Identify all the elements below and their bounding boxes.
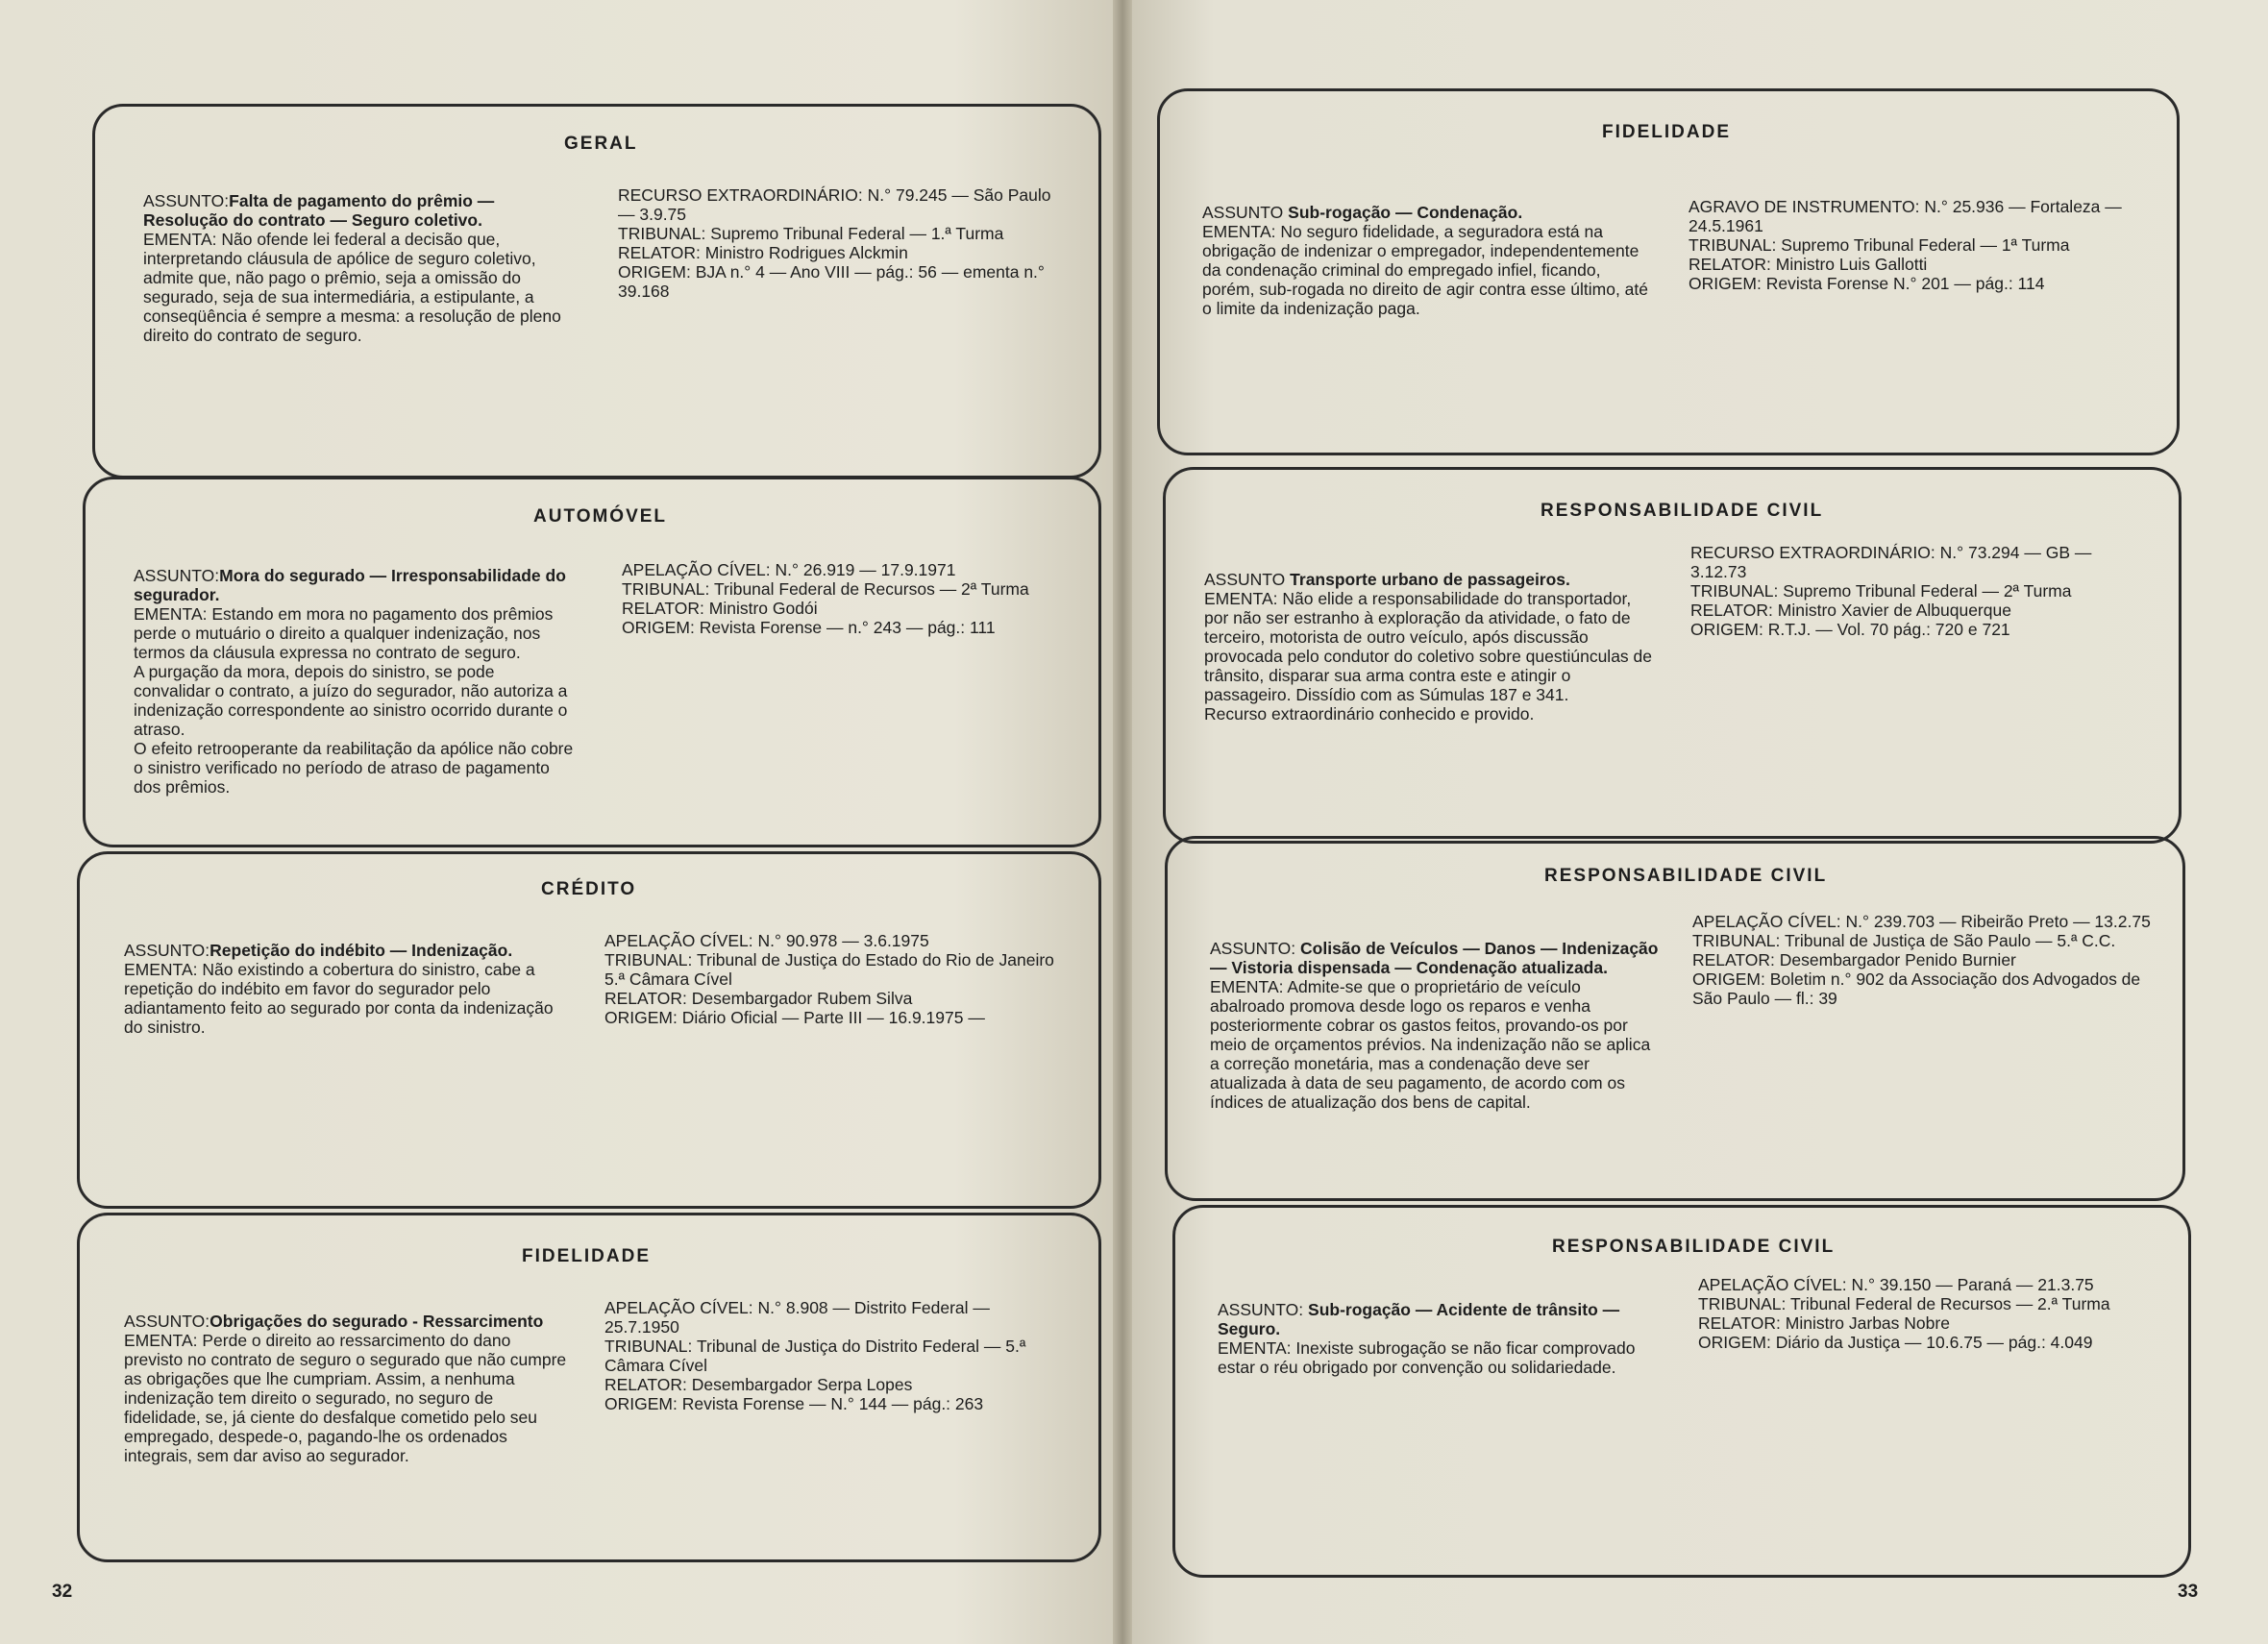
section-box-fidelidade bbox=[77, 1213, 1101, 1562]
referencia-column: RECURSO EXTRAORDINÁRIO: N.° 73.294 — GB — 3.12.73 TRIBUNAL: Supremo Tribunal Federal — 2ª Turma RELATOR: Ministro Xavier de Albuquerque ORIGEM: R.T.J. — Vol. 70 pág.: 720 e 721 bbox=[1690, 543, 2092, 639]
section-box-responsabilidade-civil bbox=[1172, 1205, 2191, 1578]
ementa-text: EMENTA: Estando em mora no pagamento dos prêmios perde o mutuário o direito a qualquer indenização, nos termos da cláusula expressa no contrato de seguro. A purgação da mora, depois do sinistro, se pode convalidar o contrato, a juízo do segurador, não autoriza a indenização correspondente ao sinistro ocorrido durante o atraso. O efeito retrooperante da reabilitação da apólice não cobre o sinistro verificado no período de atraso de pagamento dos prêmios. bbox=[134, 604, 574, 797]
section-title: FIDELIDADE bbox=[522, 1246, 651, 1266]
assunto-text: Falta de pagamento do prêmio — Resolução do contrato — Seguro coletivo. bbox=[143, 191, 495, 230]
section-title: RESPONSABILIDADE CIVIL bbox=[1552, 1237, 1836, 1257]
section-box-geral bbox=[92, 104, 1101, 478]
assunto-column bbox=[1202, 184, 1650, 337]
assunto-column bbox=[143, 172, 576, 364]
section-box-automovel bbox=[83, 477, 1101, 847]
referencia-column: APELAÇÃO CÍVEL: N.° 8.908 — Distrito Federal — 25.7.1950 TRIBUNAL: Tribunal de Justiça do Distrito Federal — 5.ª Câmara Cível RELATOR: Desembargador Serpa Lopes ORIGEM: Revista Forense — N.° 144 — pág.: 263 bbox=[604, 1298, 1026, 1413]
section-title: RESPONSABILIDADE CIVIL bbox=[1544, 866, 1828, 886]
assunto-text: Transporte urbano de passageiros. bbox=[1290, 570, 1570, 589]
ementa-text: EMENTA: Não existindo a cobertura do sinistro, cabe a repetição do indébito em favor do segurador pelo adiantamento feito ao segurado por conta da indenização do sinistro. bbox=[124, 960, 554, 1037]
ementa-text: EMENTA: No seguro fidelidade, a seguradora está na obrigação de indenizar o empregador, independentemente da condenação criminal do empregado infiel, ficando, porém, sub-rogada no direito de agir contra esse último, até o limite da indenização paga. bbox=[1202, 222, 1649, 318]
section-title: AUTOMÓVEL bbox=[533, 506, 668, 527]
assunto-column bbox=[1210, 920, 1660, 1131]
assunto-column bbox=[124, 921, 568, 1056]
referencia-column: APELAÇÃO CÍVEL: N.° 39.150 — Paraná — 21.3.75 TRIBUNAL: Tribunal Federal de Recursos — 2.ª Turma RELATOR: Ministro Jarbas Nobre ORIGEM: Diário da Justiça — 10.6.75 — pág.: 4.049 bbox=[1698, 1275, 2110, 1352]
assunto-column bbox=[1218, 1281, 1669, 1396]
referencia-column: AGRAVO DE INSTRUMENTO: N.° 25.936 — Fortaleza — 24.5.1961 TRIBUNAL: Supremo Tribunal Federal — 1ª Turma RELATOR: Ministro Luis Gallotti ORIGEM: Revista Forense N.° 201 — pág.: 114 bbox=[1689, 197, 2122, 293]
ementa-text: EMENTA: Inexiste subrogação se não ficar comprovado estar o réu obrigado por convenção ou solidariedade. bbox=[1218, 1338, 1636, 1377]
assunto-text: Repetição do indébito — Indenização. bbox=[210, 941, 513, 960]
book-gutter bbox=[1113, 0, 1132, 1644]
assunto-label: ASSUNTO bbox=[1202, 203, 1284, 222]
ementa-text: EMENTA: Não elide a responsabilidade do transportador, por não ser estranho à exploração da atividade, o fato de terceiro, motorista de outro veículo, após discussão provocada pelo condutor do coletivo sobre questiúnculas de trânsito, disparar sua arma contra este e atingir o passageiro. Dissídio com as Súmulas 187 e 341. Recurso extraordinário conhecido e provido. bbox=[1204, 589, 1653, 724]
page-number: 32 bbox=[52, 1582, 73, 1602]
assunto-label: ASSUNTO: bbox=[143, 191, 230, 210]
assunto-label: ASSUNTO: bbox=[1210, 939, 1296, 958]
assunto-column bbox=[134, 547, 574, 816]
ementa-text: EMENTA: Admite-se que o proprietário de veículo abalroado promova desde logo os reparos e venha posteriormente cobrar os gastos feitos, provando-os por meio de orçamentos prévios. Na indenização não se aplica a correção monetária, mas a condenação deve ser atualizada à data de seu pagamento, de acordo com os índices de atualização dos bens de capital. bbox=[1210, 977, 1651, 1112]
section-box-credito bbox=[77, 851, 1101, 1209]
referencia-column: APELAÇÃO CÍVEL: N.° 26.919 — 17.9.1971 TRIBUNAL: Tribunal Federal de Recursos — 2ª Turma RELATOR: Ministro Godói ORIGEM: Revista Forense — n.° 243 — pág.: 111 bbox=[622, 560, 1029, 637]
referencia-column: APELAÇÃO CÍVEL: N.° 90.978 — 3.6.1975 TRIBUNAL: Tribunal de Justiça do Estado do Rio de Janeiro 5.ª Câmara Cível RELATOR: Desembargador Rubem Silva ORIGEM: Diário Oficial — Parte III — 16.9.1975 — bbox=[604, 931, 1054, 1027]
section-box-fidelidade bbox=[1157, 88, 2180, 455]
assunto-label: ASSUNTO: bbox=[124, 1312, 210, 1331]
assunto-label: ASSUNTO: bbox=[134, 566, 220, 585]
section-title: RESPONSABILIDADE CIVIL bbox=[1541, 501, 1824, 521]
assunto-label: ASSUNTO bbox=[1204, 570, 1286, 589]
assunto-text: Sub-rogação — Condenação. bbox=[1288, 203, 1523, 222]
ementa-text: EMENTA: Não ofende lei federal a decisão que, interpretando cláusula de apólice de seguro coletivo, admite que, não pago o prêmio, seja a omissão do segurado, seja de sua intermediária, a estipulante, a conseqüência é sempre a mesma: a resolução de pleno direito do contrato de seguro. bbox=[143, 230, 561, 345]
assunto-column bbox=[124, 1292, 568, 1485]
assunto-text: Mora do segurado — Irresponsabilidade do segurador. bbox=[134, 566, 566, 604]
section-box-responsabilidade-civil bbox=[1165, 836, 2185, 1201]
referencia-column: APELAÇÃO CÍVEL: N.° 239.703 — Ribeirão Preto — 13.2.75 TRIBUNAL: Tribunal de Justiça de São Paulo — 5.ª C.C. RELATOR: Desembargador Penido Burnier ORIGEM: Boletim n.° 902 da Associação dos Advogados de São Paulo — fl.: 39 bbox=[1692, 912, 2151, 1008]
assunto-column bbox=[1204, 551, 1654, 743]
assunto-label: ASSUNTO: bbox=[124, 941, 210, 960]
section-title: CRÉDITO bbox=[541, 879, 637, 899]
assunto-label: ASSUNTO: bbox=[1218, 1300, 1304, 1319]
section-title: FIDELIDADE bbox=[1602, 122, 1731, 142]
assunto-text: Colisão de Veículos — Danos — Indenização — Vistoria dispensada — Condenação atualizada. bbox=[1210, 939, 1659, 977]
assunto-text: Obrigações do segurado - Ressarcimento bbox=[210, 1312, 544, 1331]
page-number: 33 bbox=[2178, 1582, 2199, 1602]
assunto-text: Sub-rogação — Acidente de trânsito — Seguro. bbox=[1218, 1300, 1620, 1338]
section-box-responsabilidade-civil bbox=[1163, 467, 2182, 844]
ementa-text: EMENTA: Perde o direito ao ressarcimento do dano previsto no contrato de seguro o segurado que não cumpre as obrigações que lhe cumpriam. Assim, a nenhuma indenização tem direito o segurado, no seguro de fidelidade, se, já ciente do desfalque cometido pelo seu empregado, despede-o, pagando-lhe os ordenados integrais, sem dar aviso ao segurador. bbox=[124, 1331, 567, 1465]
referencia-column: RECURSO EXTRAORDINÁRIO: N.° 79.245 — São Paulo — 3.9.75 TRIBUNAL: Supremo Tribunal Federal — 1.ª Turma RELATOR: Ministro Rodrigues Alckmin ORIGEM: BJA n.° 4 — Ano VIII — pág.: 56 — ementa n.° 39.168 bbox=[618, 185, 1051, 301]
section-title: GERAL bbox=[564, 134, 638, 154]
